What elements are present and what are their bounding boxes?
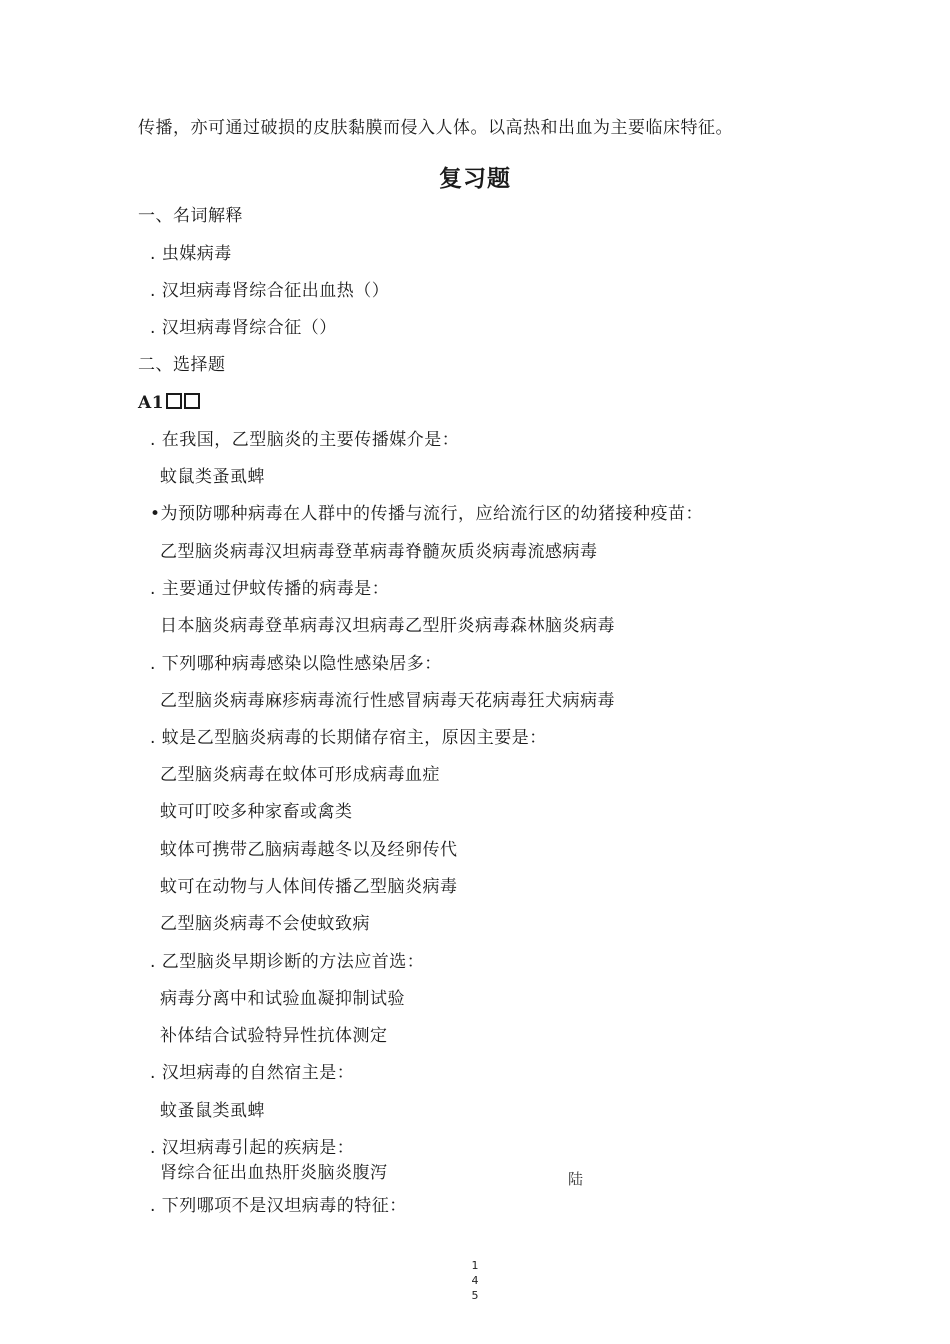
option-line: 乙型脑炎病毒麻疹病毒流行性感冒病毒天花病毒狂犬病病毒 bbox=[160, 691, 615, 711]
term-item: . 汉坦病毒肾综合征（） bbox=[150, 318, 337, 338]
question-line: . 在我国，乙型脑炎的主要传播媒介是： bbox=[150, 430, 460, 450]
option-line: 乙型脑炎病毒在蚊体可形成病毒血症 bbox=[160, 765, 440, 785]
question-line: . 乙型脑炎早期诊断的方法应首选： bbox=[150, 952, 425, 972]
question-line: . 蚊是乙型脑炎病毒的长期储存宿主，原因主要是： bbox=[150, 728, 547, 748]
box-glyph-icon bbox=[184, 393, 200, 409]
option-line: 乙型脑炎病毒不会使蚊致病 bbox=[160, 914, 370, 934]
a1-subheading bbox=[138, 392, 200, 414]
option-line: 蚊可叮咬多种家畜或禽类 bbox=[160, 802, 353, 822]
page-number-digit: 5 bbox=[471, 1289, 479, 1302]
page-number-digit: 4 bbox=[471, 1274, 479, 1287]
question-line: . 主要通过伊蚊传播的病毒是： bbox=[150, 579, 390, 599]
question-line: . 汉坦病毒引起的疾病是： bbox=[150, 1138, 355, 1158]
term-item: . 虫媒病毒 bbox=[150, 244, 232, 264]
option-line: 日本脑炎病毒登革病毒汉坦病毒乙型肝炎病毒森林脑炎病毒 bbox=[160, 616, 615, 636]
box-glyph-icon bbox=[166, 393, 182, 409]
section1-heading: 一、名词解释 bbox=[138, 206, 243, 226]
question-line: . 下列哪项不是汉坦病毒的特征： bbox=[150, 1196, 407, 1216]
option-line: 蚊可在动物与人体间传播乙型脑炎病毒 bbox=[160, 877, 458, 897]
question-line: . 下列哪种病毒感染以隐性感染居多： bbox=[150, 654, 442, 674]
question-line: •为预防哪种病毒在人群中的传播与流行，应给流行区的幼猪接种疫苗： bbox=[150, 504, 704, 524]
option-line: 肾综合征出血热肝炎脑炎腹泻 bbox=[160, 1163, 388, 1183]
stray-character: 陆 bbox=[568, 1170, 584, 1188]
page-title: 复习题 bbox=[439, 166, 511, 192]
option-line: 补体结合试验特异性抗体测定 bbox=[160, 1026, 388, 1046]
intro-paragraph-line: 传播，亦可通过破损的皮肤黏膜而侵入人体。以高热和出血为主要临床特征。 bbox=[138, 118, 733, 138]
missing-glyph-boxes bbox=[164, 392, 200, 414]
a1-label: A1 bbox=[138, 393, 165, 413]
option-line: 蚊体可携带乙脑病毒越冬以及经卵传代 bbox=[160, 840, 458, 860]
option-line: 蚊鼠类蚤虱蜱 bbox=[160, 467, 265, 487]
option-line: 蚊蚤鼠类虱蜱 bbox=[160, 1101, 265, 1121]
option-line: 乙型脑炎病毒汉坦病毒登革病毒脊髓灰质炎病毒流感病毒 bbox=[160, 542, 598, 562]
question-line: . 汉坦病毒的自然宿主是： bbox=[150, 1063, 355, 1083]
term-item: . 汉坦病毒肾综合征出血热（） bbox=[150, 281, 390, 301]
section2-heading: 二、选择题 bbox=[138, 355, 226, 375]
page-number-digit: 1 bbox=[471, 1259, 479, 1272]
option-line: 病毒分离中和试验血凝抑制试验 bbox=[160, 989, 405, 1009]
